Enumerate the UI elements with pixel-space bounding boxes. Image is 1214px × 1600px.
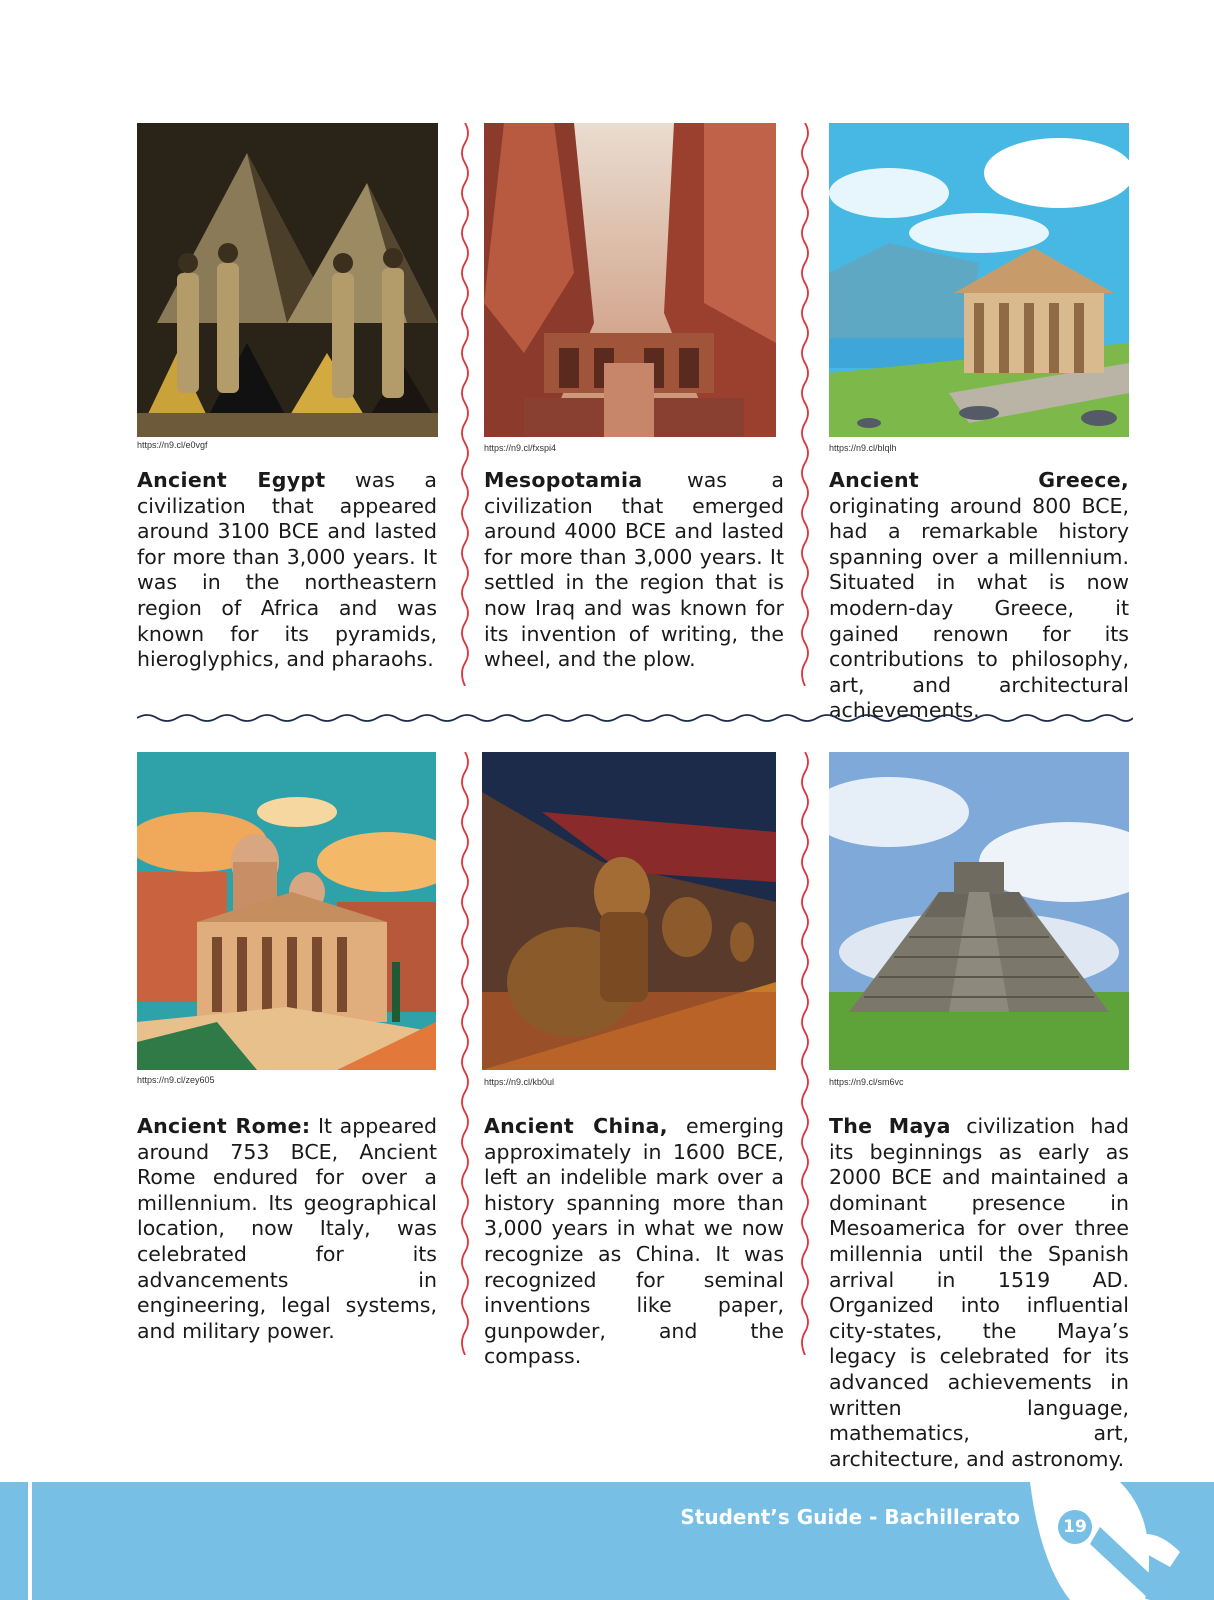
rome-body: It appeared around 753 BCE, Ancient Rome endured for over a millennium. Its geographical location, now Italy, was celebrated for its advancements in engineering, legal systems, and military power. (137, 1114, 437, 1343)
greece-image (829, 123, 1129, 437)
maya-body: civilization had its beginnings as early as 2000 BCE and maintained a dominant presence in Mesoamerica for over three millennia until the Spanish arrival in 1519 AD. Organized into influential city-states, the Maya’s legacy is celebrated for its advanced achievements in written language, mathematics, art, architecture, and astronomy. (829, 1114, 1129, 1471)
mesopotamia-body: was a civilization that emerged around 4000 BCE and lasted for more than 3,000 years. It settled in the region that is now Iraq and was known for its invention of writing, the wheel, and the plow. (484, 468, 784, 672)
china-paragraph (484, 1114, 784, 1370)
image-credit[interactable]: https://n9.cl/blqlh (829, 443, 897, 453)
egypt-body: was a civilization that appeared around 3100 BCE and lasted for more than 3,000 years. It was in the northeastern region of Africa and was known for its pyramids, hieroglyphics, and pharaohs. (137, 468, 437, 672)
column-divider (459, 752, 471, 1355)
column-divider (459, 123, 471, 686)
column-divider (799, 123, 811, 686)
image-credit[interactable]: https://n9.cl/fxspi4 (484, 443, 557, 453)
maya-heading: The Maya (829, 1114, 951, 1138)
china-body: emerging approximately in 1600 BCE, left an indelible mark over a history spanning more than 3,000 years in what we now recognize as China. It was recognized for seminal inventions like paper, gunpowder, and the compass. (484, 1114, 784, 1369)
greece-heading: Ancient Greece, (829, 468, 1129, 492)
egypt-paragraph (137, 468, 437, 673)
rome-paragraph (137, 1114, 437, 1344)
mesopotamia-heading: Mesopotamia (484, 468, 643, 492)
image-credit[interactable]: https://n9.cl/sm6vc (829, 1077, 904, 1087)
maya-image (829, 752, 1129, 1070)
rome-image (137, 752, 436, 1070)
greece-body: originating around 800 BCE, had a remarkable history spanning over a millennium. Situated in what is now modern-day Greece, it gained renown for its contributions to philosophy, art, and architectural achievements. (829, 493, 1129, 723)
footer-edge (28, 1482, 32, 1600)
image-credit[interactable]: https://n9.cl/zey605 (137, 1075, 215, 1085)
egypt-image (137, 123, 438, 437)
image-credit[interactable]: https://n9.cl/kb0ul (484, 1077, 555, 1087)
mesopotamia-image (484, 123, 776, 437)
column-divider (799, 752, 811, 1355)
row-divider (137, 710, 1133, 726)
page-number: 19 (1058, 1510, 1092, 1544)
greece-paragraph (829, 468, 1129, 724)
china-image (482, 752, 776, 1070)
image-credit[interactable]: https://n9.cl/e0vgf (137, 440, 208, 450)
mesopotamia-paragraph (484, 468, 784, 673)
rocket-icon (1030, 1482, 1214, 1600)
footer-title: Student’s Guide - Bachillerato (680, 1505, 1020, 1529)
rome-heading: Ancient Rome: (137, 1114, 311, 1138)
china-heading: Ancient China, (484, 1114, 668, 1138)
maya-paragraph (829, 1114, 1129, 1472)
egypt-heading: Ancient Egypt (137, 468, 326, 492)
